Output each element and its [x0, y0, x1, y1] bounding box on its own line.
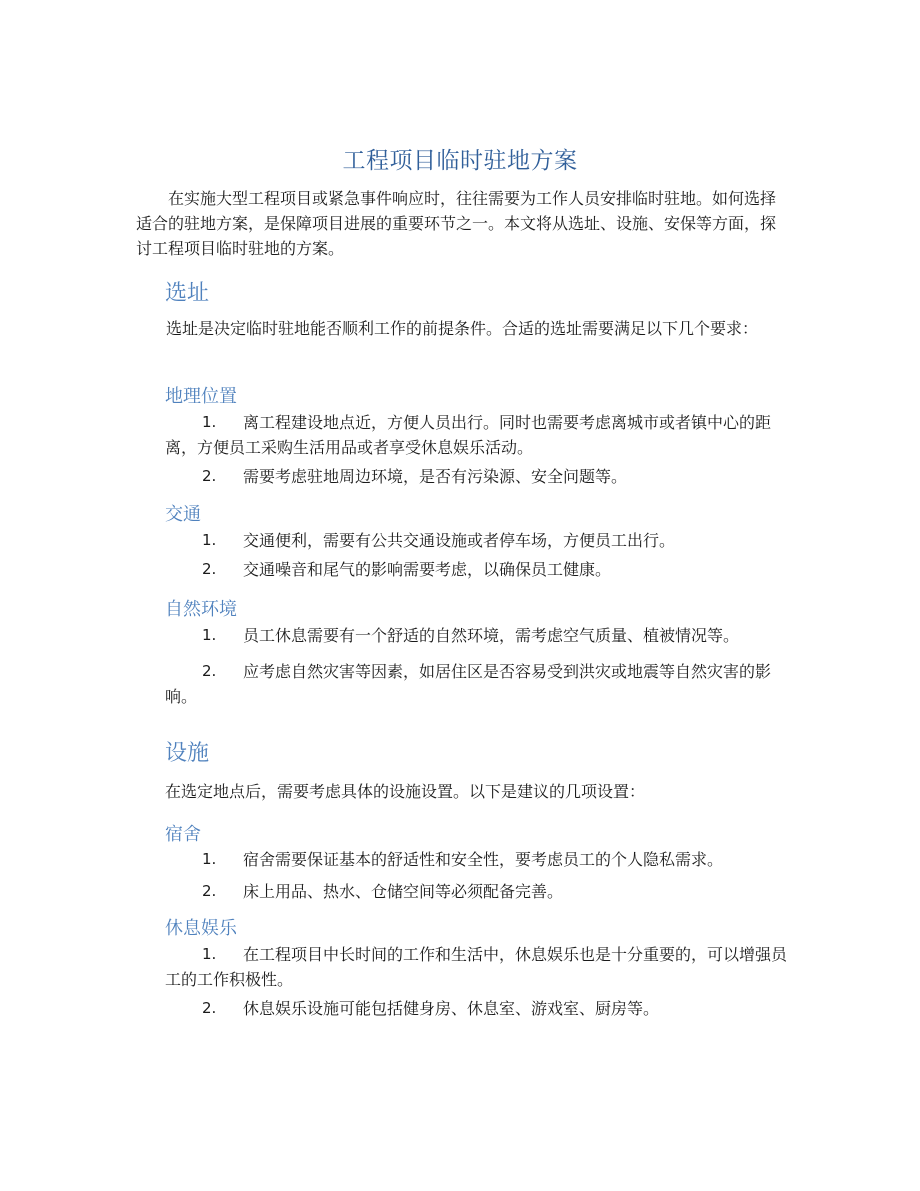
- list-item: [165, 623, 789, 648]
- list-number: 1.: [202, 531, 217, 549]
- list-number: 2.: [202, 560, 217, 578]
- list-text: 宿舍需要保证基本的舒适性和安全性，要考虑员工的个人隐私需求。: [243, 850, 724, 869]
- intro-paragraph: 在实施大型工程项目或紧急事件响应时，往往需要为工作人员安排临时驻地。如何选择适合的驻地方案，是保障项目进展的重要环节之一。本文将从选址、设施、安保等方面，探讨工程项目临时驻地的方案。: [136, 189, 777, 258]
- list-text: 应考虑自然灾害等因素，如居住区是否容易受到洪灾或地震等自然灾害的影响。: [165, 662, 772, 706]
- list-number: 1.: [202, 626, 217, 644]
- dorm-list: [165, 847, 789, 904]
- list-number: 2.: [202, 467, 217, 485]
- site-paragraph: 选址是决定临时驻地能否顺利工作的前提条件。合适的选址需要满足以下几个要求：: [166, 319, 759, 338]
- list-text: 床上用品、热水、仓储空间等必须配备完善。: [243, 882, 564, 901]
- list-item: [165, 557, 789, 582]
- geo-list: [165, 410, 789, 489]
- list-text: 休息娱乐设施可能包括健身房、休息室、游戏室、厨房等。: [243, 999, 660, 1018]
- list-number: 1.: [202, 413, 217, 431]
- list-item: [165, 879, 789, 904]
- subheading-leisure: 休息娱乐: [165, 918, 237, 939]
- list-item: [165, 410, 789, 460]
- subheading-geo: 地理位置: [165, 386, 237, 407]
- subheading-traffic: 交通: [165, 504, 201, 525]
- list-item: [165, 847, 789, 872]
- list-number: 2.: [202, 999, 217, 1017]
- list-text: 交通便利，需要有公共交通设施或者停车场，方便员工出行。: [243, 531, 676, 550]
- list-number: 1.: [202, 850, 217, 868]
- section-heading-site: 选址: [165, 281, 210, 306]
- traffic-list: [165, 528, 789, 582]
- leisure-list: [165, 942, 789, 1021]
- list-text: 需要考虑驻地周边环境，是否有污染源、安全问题等。: [243, 467, 628, 486]
- list-item: [165, 942, 789, 992]
- list-number: 2.: [202, 882, 217, 900]
- list-item: [165, 528, 789, 553]
- document-title: 工程项目临时驻地方案: [342, 148, 578, 174]
- subheading-dorm: 宿舍: [165, 824, 201, 845]
- list-text: 在工程项目中长时间的工作和生活中，休息娱乐也是十分重要的，可以增强员工的工作积极性。: [165, 945, 788, 989]
- list-text: 交通噪音和尾气的影响需要考虑，以确保员工健康。: [243, 560, 612, 579]
- nature-list: [165, 623, 789, 709]
- list-text: 离工程建设地点近，方便人员出行。同时也需要考虑离城市或者镇中心的距离，方便员工采购生活用品或者享受休息娱乐活动。: [165, 413, 772, 457]
- list-item: [165, 464, 789, 489]
- section-heading-facility: 设施: [165, 741, 210, 766]
- list-item: [165, 996, 789, 1021]
- list-number: 1.: [202, 945, 217, 963]
- list-number: 2.: [202, 662, 217, 680]
- list-text: 员工休息需要有一个舒适的自然环境，需考虑空气质量、植被情况等。: [243, 626, 740, 645]
- facility-paragraph: 在选定地点后，需要考虑具体的设施设置。以下是建议的几项设置：: [165, 782, 646, 801]
- list-item: [165, 659, 789, 709]
- subheading-nature: 自然环境: [165, 599, 237, 620]
